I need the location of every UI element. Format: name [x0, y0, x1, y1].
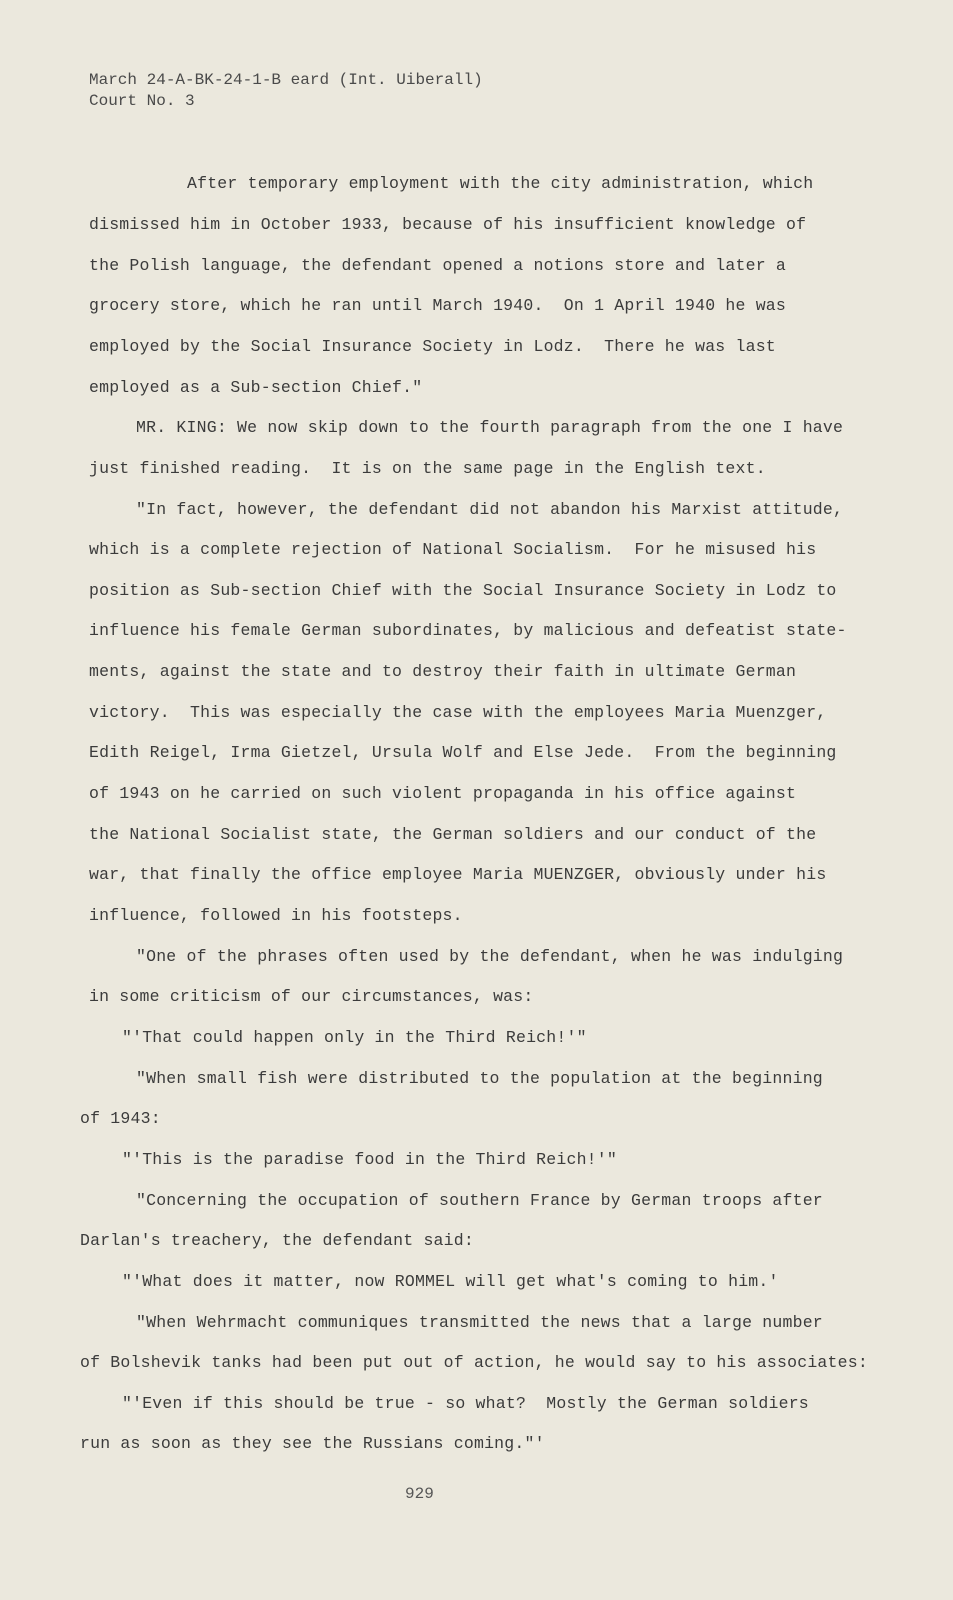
document-header — [89, 70, 483, 112]
text-line: victory. This was especially the case with the employees Maria Muenzger, — [89, 703, 827, 722]
header-line-2: Court No. 3 — [89, 92, 195, 110]
header-line-1: March 24-A-BK-24-1-B eard (Int. Uiberall) — [89, 71, 483, 89]
text-line: the Polish language, the defendant opened a notions store and later a — [89, 256, 787, 275]
text-line: "One of the phrases often used by the defendant, when he was indulging — [136, 947, 844, 966]
text-line: war, that finally the office employee Maria MUENZGER, obviously under his — [89, 865, 827, 884]
text-line: "When Wehrmacht communiques transmitted the news that a large number — [136, 1313, 823, 1332]
text-line: of 1943 on he carried on such violent propaganda in his office against — [89, 784, 797, 803]
text-line: ments, against the state and to destroy their faith in ultimate German — [89, 662, 797, 681]
text-line: grocery store, which he ran until March 1940. On 1 April 1940 he was — [89, 296, 787, 315]
text-line: employed by the Social Insurance Society in Lodz. There he was last — [89, 337, 776, 356]
text-line: just finished reading. It is on the same page in the English text. — [89, 459, 766, 478]
text-line: "When small fish were distributed to the population at the beginning — [136, 1069, 823, 1088]
text-line: influence, followed in his footsteps. — [89, 906, 463, 925]
text-line: "'This is the paradise food in the Third Reich!'" — [122, 1150, 617, 1169]
text-line: "Concerning the occupation of southern France by German troops after — [136, 1191, 823, 1210]
text-line: run as soon as they see the Russians coming."' — [80, 1434, 545, 1453]
text-line: position as Sub-section Chief with the Social Insurance Society in Lodz to — [89, 581, 837, 600]
text-line: which is a complete rejection of National Socialism. For he misused his — [89, 540, 817, 559]
page-number: 929 — [405, 1485, 434, 1503]
text-line: "'That could happen only in the Third Reich!'" — [122, 1028, 587, 1047]
text-line: MR. KING: We now skip down to the fourth paragraph from the one I have — [136, 418, 844, 437]
text-line: of 1943: — [80, 1109, 161, 1128]
text-line: of Bolshevik tanks had been put out of action, he would say to his associates: — [80, 1353, 868, 1372]
text-line: influence his female German subordinates, by malicious and defeatist state- — [89, 621, 847, 640]
text-line: Darlan's treachery, the defendant said: — [80, 1231, 474, 1250]
text-line: in some criticism of our circumstances, was: — [89, 987, 534, 1006]
text-line: employed as a Sub-section Chief." — [89, 378, 423, 397]
text-line: "'Even if this should be true - so what? Mostly the German soldiers — [122, 1394, 809, 1413]
text-line: After temporary employment with the city administration, which — [187, 174, 814, 193]
text-line: the National Socialist state, the German soldiers and our conduct of the — [89, 825, 817, 844]
text-line: "'What does it matter, now ROMMEL will get what's coming to him.' — [122, 1272, 779, 1291]
text-line: "In fact, however, the defendant did not abandon his Marxist attitude, — [136, 500, 844, 519]
text-line: dismissed him in October 1933, because of his insufficient knowledge of — [89, 215, 807, 234]
text-line: Edith Reigel, Irma Gietzel, Ursula Wolf and Else Jede. From the beginning — [89, 743, 837, 762]
